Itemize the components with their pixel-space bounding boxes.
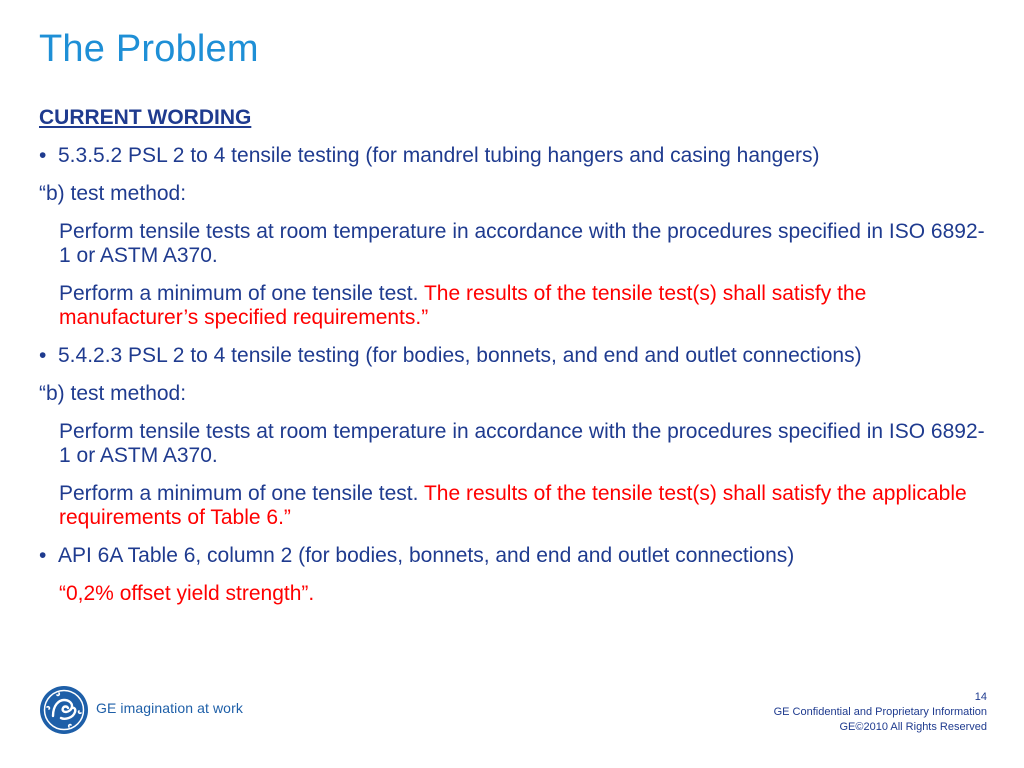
bullet-text: 5.3.5.2 PSL 2 to 4 tensile testing (for mandrel tubing hangers and casing hangers) <box>58 144 820 167</box>
indented-paragraph: Perform tensile tests at room temperature in accordance with the procedures specified in ISO 6892-1 or ASTM A370. <box>59 220 985 267</box>
highlighted-text: The results of the tensile test(s) shall satisfy the manufacturer’s specified requirements.” <box>59 282 867 329</box>
ge-logo-icon <box>39 685 89 735</box>
bullet-icon: • <box>39 144 47 167</box>
bullet-icon: • <box>39 544 47 567</box>
bullet-item <box>39 344 989 368</box>
slide-title: The Problem <box>39 28 259 70</box>
bullet-text: API 6A Table 6, column 2 (for bodies, bonnets, and end and outlet connections) <box>58 544 795 567</box>
highlighted-text: “0,2% offset yield strength”. <box>59 582 315 605</box>
section-heading: CURRENT WORDING <box>39 106 252 129</box>
confidential-notice: GE Confidential and Proprietary Information <box>773 706 987 718</box>
ge-tagline: GE imagination at work <box>96 700 243 716</box>
bullet-item <box>39 544 989 568</box>
indented-paragraph <box>39 282 989 330</box>
bullet-icon: • <box>39 344 47 367</box>
copyright-notice: GE©2010 All Rights Reserved <box>839 721 987 733</box>
test-method-label: “b) test method: <box>39 182 187 205</box>
paragraph-text: Perform a minimum of one tensile test. <box>59 282 424 305</box>
page-number: 14 <box>974 691 987 703</box>
bullet-text: 5.4.2.3 PSL 2 to 4 tensile testing (for bodies, bonnets, and end and outlet connections) <box>58 344 862 367</box>
test-method-label: “b) test method: <box>39 382 187 405</box>
paragraph-text: Perform a minimum of one tensile test. <box>59 482 424 505</box>
slide-body <box>39 106 989 620</box>
indented-paragraph <box>39 482 989 530</box>
indented-paragraph: Perform tensile tests at room temperature in accordance with the procedures specified in ISO 6892-1 or ASTM A370. <box>59 420 985 467</box>
bullet-item <box>39 144 989 168</box>
highlighted-text: The results of the tensile test(s) shall satisfy the applicable requirements of Table 6.” <box>59 482 967 529</box>
indented-paragraph <box>39 582 989 606</box>
footer-info <box>774 690 987 735</box>
